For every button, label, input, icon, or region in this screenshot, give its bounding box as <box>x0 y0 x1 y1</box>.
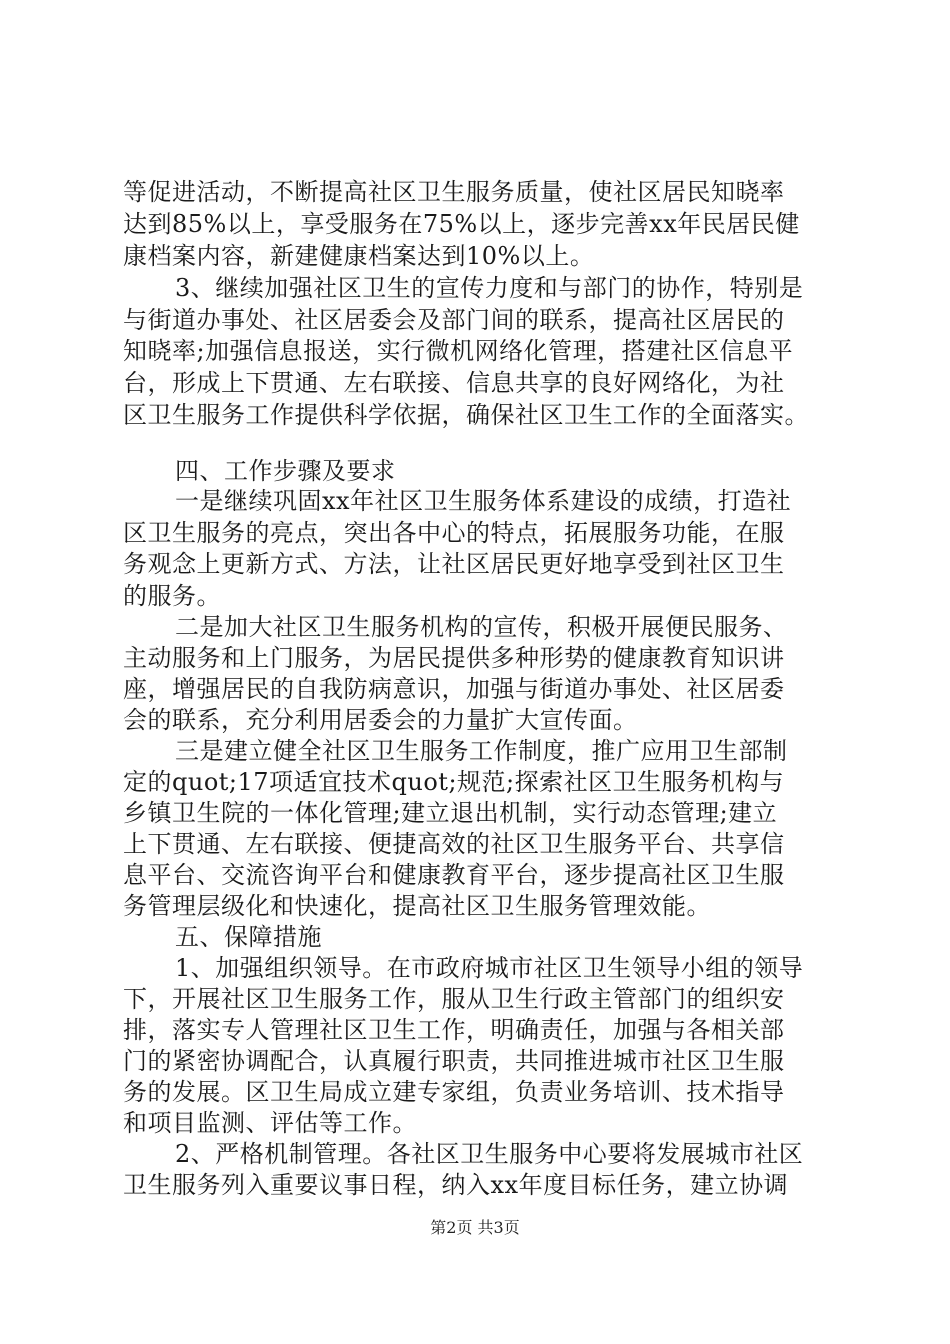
text-line: 会的联系，充分利用居委会的力量扩大宣传面。 <box>123 706 638 734</box>
text-line: 的服务。 <box>123 582 221 610</box>
text-line: 区卫生服务的亮点，突出各中心的特点，拓展服务功能，在服 <box>123 519 785 547</box>
text-line: 乡镇卫生院的一体化管理;建立退出机制，实行动态管理;建立 <box>123 799 778 827</box>
text-line: 息平台、交流咨询平台和健康教育平台，逐步提高社区卫生服 <box>123 861 785 889</box>
text-line: 务观念上更新方式、方法，让社区居民更好地享受到社区卫生 <box>123 550 785 578</box>
text-line: 三是建立健全社区卫生服务工作制度，推广应用卫生部制 <box>175 737 788 765</box>
text-line: 上下贯通、左右联接、便捷高效的社区卫生服务平台、共享信 <box>123 830 785 858</box>
section-heading: 四、工作步骤及要求 <box>175 457 396 485</box>
text-line: 等促进活动，不断提高社区卫生服务质量，使社区居民知晓率 <box>123 178 785 206</box>
text-line: 达到85%以上，享受服务在75%以上，逐步完善xx年民居民健 <box>123 210 800 238</box>
text-line: 座，增强居民的自我防病意识，加强与街道办事处、社区居委 <box>123 675 785 703</box>
text-line: 1、加强组织领导。在市政府城市社区卫生领导小组的领导 <box>175 954 804 982</box>
text-line: 二是加大社区卫生服务机构的宣传，积极开展便民服务、 <box>175 613 788 641</box>
text-line: 3、继续加强社区卫生的宣传力度和与部门的协作，特别是 <box>175 274 804 302</box>
text-line: 知晓率;加强信息报送，实行微机网络化管理，搭建社区信息平 <box>123 337 794 365</box>
text-line: 务的发展。区卫生局成立建专家组，负责业务培训、技术指导 <box>123 1078 785 1106</box>
text-line: 台，形成上下贯通、左右联接、信息共享的良好网络化，为社 <box>123 369 785 397</box>
text-line: 与街道办事处、社区居委会及部门间的联系，提高社区居民的 <box>123 306 785 334</box>
text-line: 定的quot;17项适宜技术quot;规范;探索社区卫生服务机构与 <box>123 768 785 796</box>
section-heading: 五、保障措施 <box>175 923 322 951</box>
text-line: 排，落实专人管理社区卫生工作，明确责任，加强与各相关部 <box>123 1016 785 1044</box>
text-line: 门的紧密协调配合，认真履行职责，共同推进城市社区卫生服 <box>123 1047 785 1075</box>
text-line: 一是继续巩固xx年社区卫生服务体系建设的成绩，打造社 <box>175 487 792 515</box>
text-line: 康档案内容，新建健康档案达到10%以上。 <box>123 242 595 270</box>
page-number-footer: 第2页 共3页 <box>430 1218 520 1237</box>
text-line: 和项目监测、评估等工作。 <box>123 1109 417 1137</box>
text-line: 卫生服务列入重要议事日程，纳入xx年度目标任务，建立协调 <box>123 1171 789 1199</box>
text-line: 主动服务和上门服务，为居民提供多种形势的健康教育知识讲 <box>123 644 785 672</box>
text-line: 区卫生服务工作提供科学依据，确保社区卫生工作的全面落实。 <box>123 401 809 429</box>
text-line: 务管理层级化和快速化，提高社区卫生服务管理效能。 <box>123 892 711 920</box>
text-line: 2、严格机制管理。各社区卫生服务中心要将发展城市社区 <box>175 1140 804 1168</box>
text-line: 下，开展社区卫生服务工作，服从卫生行政主管部门的组织安 <box>123 985 785 1013</box>
